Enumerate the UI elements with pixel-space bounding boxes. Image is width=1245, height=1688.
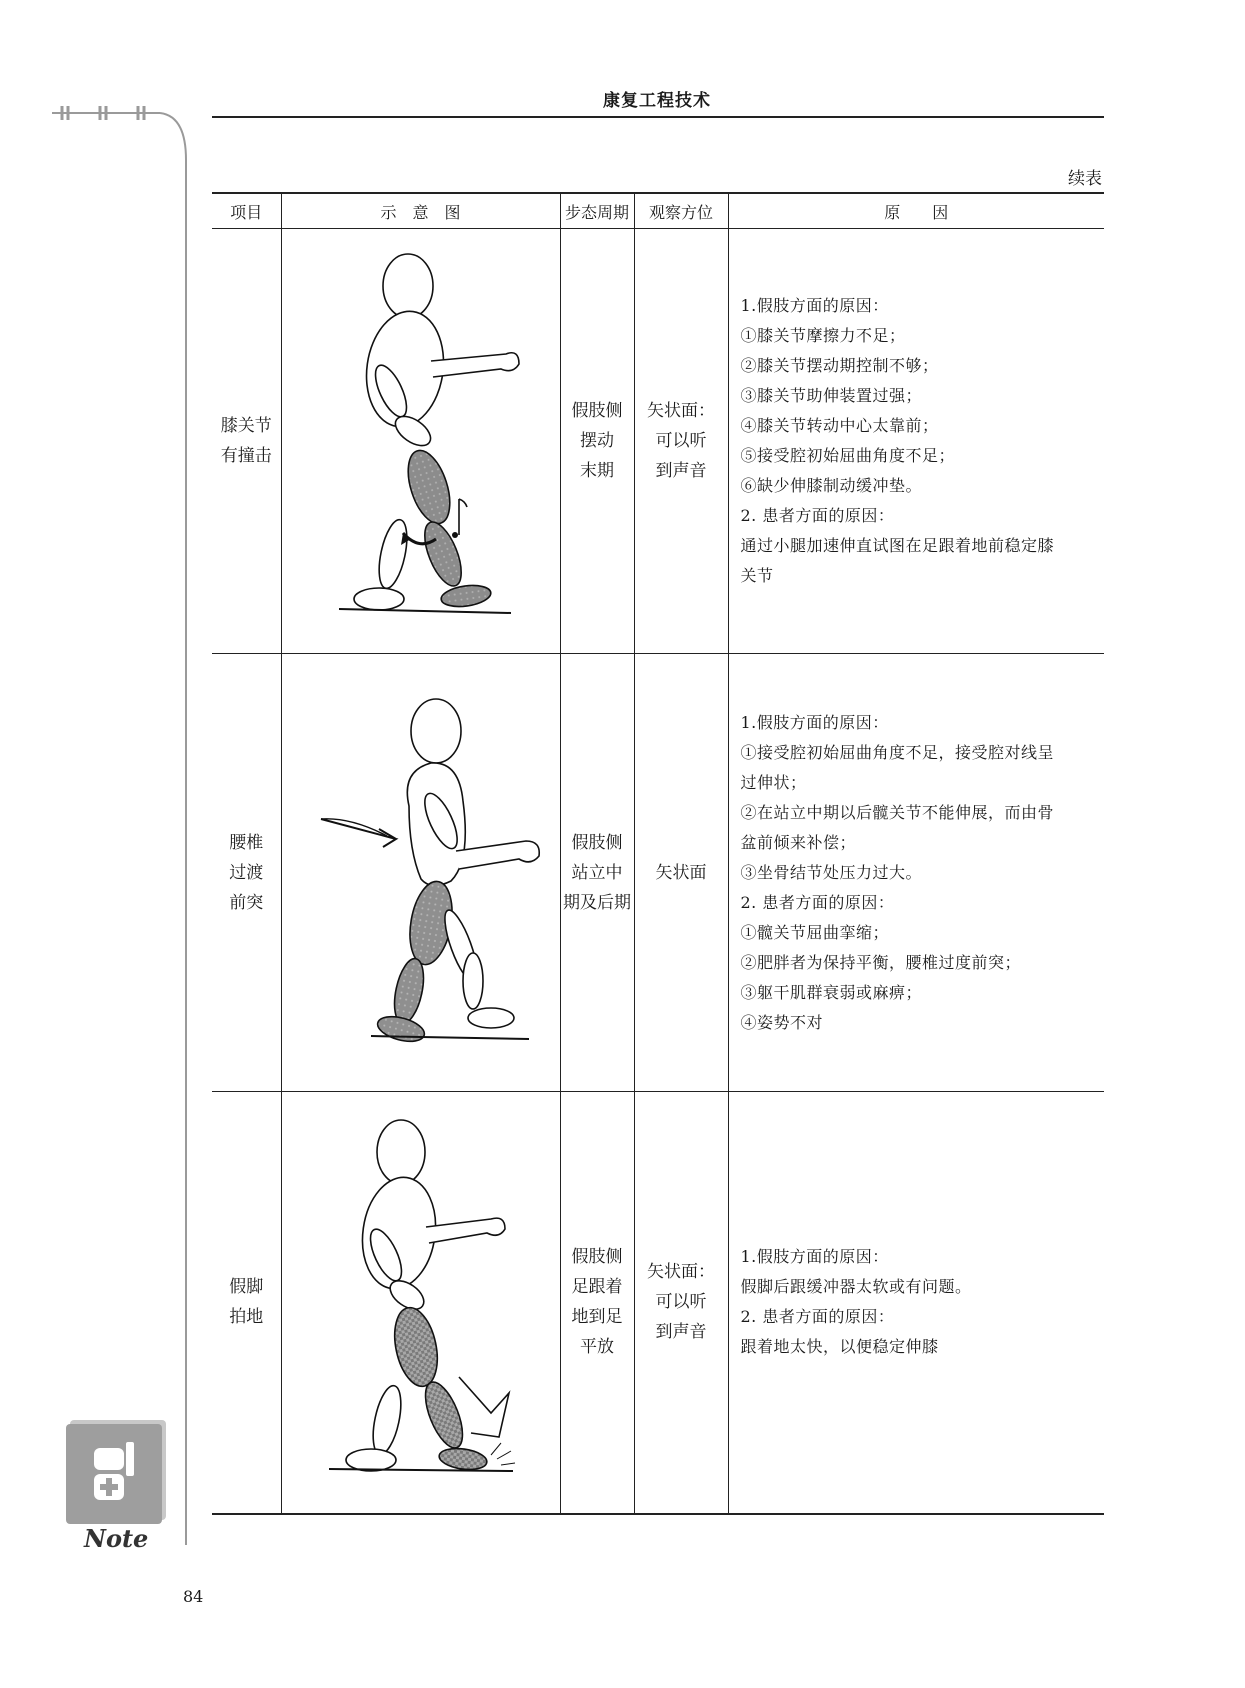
phase-cell [560, 1092, 634, 1514]
page-number: 84 [183, 1587, 204, 1606]
continued-label: 续表 [1068, 169, 1102, 189]
walking-figure-lumbar-lordosis-icon [291, 691, 551, 1051]
header-rule [212, 116, 1104, 118]
reason-cell [728, 229, 1104, 654]
reason-line: ④膝关节转动中心太靠前； [740, 416, 939, 435]
view-line: 可以听 [655, 1292, 707, 1313]
item-line: 前突 [229, 892, 264, 913]
reason-line: 1.假肢方面的原因： [740, 1247, 889, 1267]
phase-cell [560, 229, 634, 654]
item-line: 腰椎 [229, 832, 264, 853]
reason-line: 关节 [740, 566, 774, 585]
reason-line: ⑤接受腔初始屈曲角度不足； [740, 446, 956, 465]
item-line: 有撞击 [220, 446, 272, 466]
reason-line: 盆前倾来补偿； [740, 832, 857, 852]
view-line: 到声音 [655, 461, 707, 481]
figure-cell [281, 1092, 560, 1514]
item-line: 过渡 [229, 862, 264, 883]
running-title: 康复工程技术 [603, 91, 711, 111]
margin-rail-decoration [0, 0, 200, 1560]
reason-line: ③膝关节助伸装置过强； [740, 386, 923, 405]
reason-line: 2. 患者方面的原因： [740, 1307, 895, 1327]
reason-line: 1.假肢方面的原因： [740, 712, 889, 732]
phase-line: 假肢侧 [571, 1247, 623, 1268]
item-line: 膝关节 [220, 416, 272, 436]
reason-line: ②膝关节摆动期控制不够； [740, 356, 939, 375]
view-cell [634, 654, 728, 1092]
reason-line: 2. 患者方面的原因： [740, 892, 895, 912]
gait-abnormality-table [212, 192, 1104, 1515]
figure-cell [281, 229, 560, 654]
view-cell [634, 229, 728, 654]
view-line: 矢状面 [655, 862, 707, 883]
phase-line: 期及后期 [563, 892, 631, 913]
item-line: 拍地 [229, 1307, 264, 1328]
phase-line: 假肢侧 [571, 401, 623, 421]
item-line: 假脚 [229, 1277, 264, 1298]
view-line: 矢状面： [647, 1262, 715, 1283]
column-header-reason: 原 因 [728, 193, 1104, 229]
note-label: Note [84, 1524, 149, 1553]
view-line: 到声音 [655, 1322, 707, 1343]
phase-line: 足跟着 [571, 1277, 623, 1298]
phase-line: 地到足 [571, 1307, 623, 1328]
table-header-row [212, 193, 1104, 229]
reason-line: ⑥缺少伸膝制动缓冲垫。 [740, 476, 923, 495]
item-cell [212, 654, 281, 1092]
item-cell [212, 1092, 281, 1514]
reason-line: ①接受腔初始屈曲角度不足，接受腔对线呈 [740, 742, 1055, 762]
column-header-phase: 步态周期 [560, 193, 634, 229]
column-header-view: 观察方位 [634, 193, 728, 229]
reason-line: ②肥胖者为保持平衡，腰椎过度前突； [740, 952, 1022, 972]
reason-line: ③躯干肌群衰弱或麻痹； [740, 982, 923, 1002]
table-row [212, 229, 1104, 654]
reason-line: ④姿势不对 [740, 1012, 824, 1032]
item-cell [212, 229, 281, 654]
table-row [212, 654, 1104, 1092]
column-header-item: 项目 [212, 193, 281, 229]
walking-figure-knee-impact-icon [291, 249, 551, 629]
reason-line: 跟着地太快，以便稳定伸膝 [740, 1337, 939, 1357]
phase-line: 假肢侧 [571, 832, 623, 853]
column-header-figure: 示 意 图 [281, 193, 560, 229]
note-book-icon [66, 1420, 166, 1524]
phase-line: 摆动 [580, 431, 614, 451]
figure-cell [281, 654, 560, 1092]
reason-line: ③坐骨结节处压力过大。 [740, 862, 923, 882]
reason-line: ②在站立中期以后髋关节不能伸展，而由骨 [740, 802, 1055, 822]
reason-line: 2. 患者方面的原因： [740, 506, 895, 525]
reason-line: 通过小腿加速伸直试图在足跟着地前稳定膝 [740, 536, 1055, 555]
view-cell [634, 1092, 728, 1514]
reason-cell [728, 1092, 1104, 1514]
reason-line: ①膝关节摩擦力不足； [740, 326, 906, 345]
phase-line: 末期 [580, 461, 614, 481]
walking-figure-foot-slap-icon [291, 1115, 551, 1485]
phase-line: 平放 [580, 1337, 614, 1358]
reason-line: 1.假肢方面的原因： [740, 296, 889, 315]
reason-line: 假脚后跟缓冲器太软或有问题。 [740, 1277, 972, 1297]
table-row [212, 1092, 1104, 1514]
phase-line: 站立中 [571, 862, 623, 883]
reason-line: ①髋关节屈曲挛缩； [740, 922, 890, 942]
phase-cell [560, 654, 634, 1092]
reason-cell [728, 654, 1104, 1092]
reason-line: 过伸状； [740, 772, 807, 792]
view-line: 矢状面： [647, 401, 715, 421]
view-line: 可以听 [655, 431, 707, 451]
